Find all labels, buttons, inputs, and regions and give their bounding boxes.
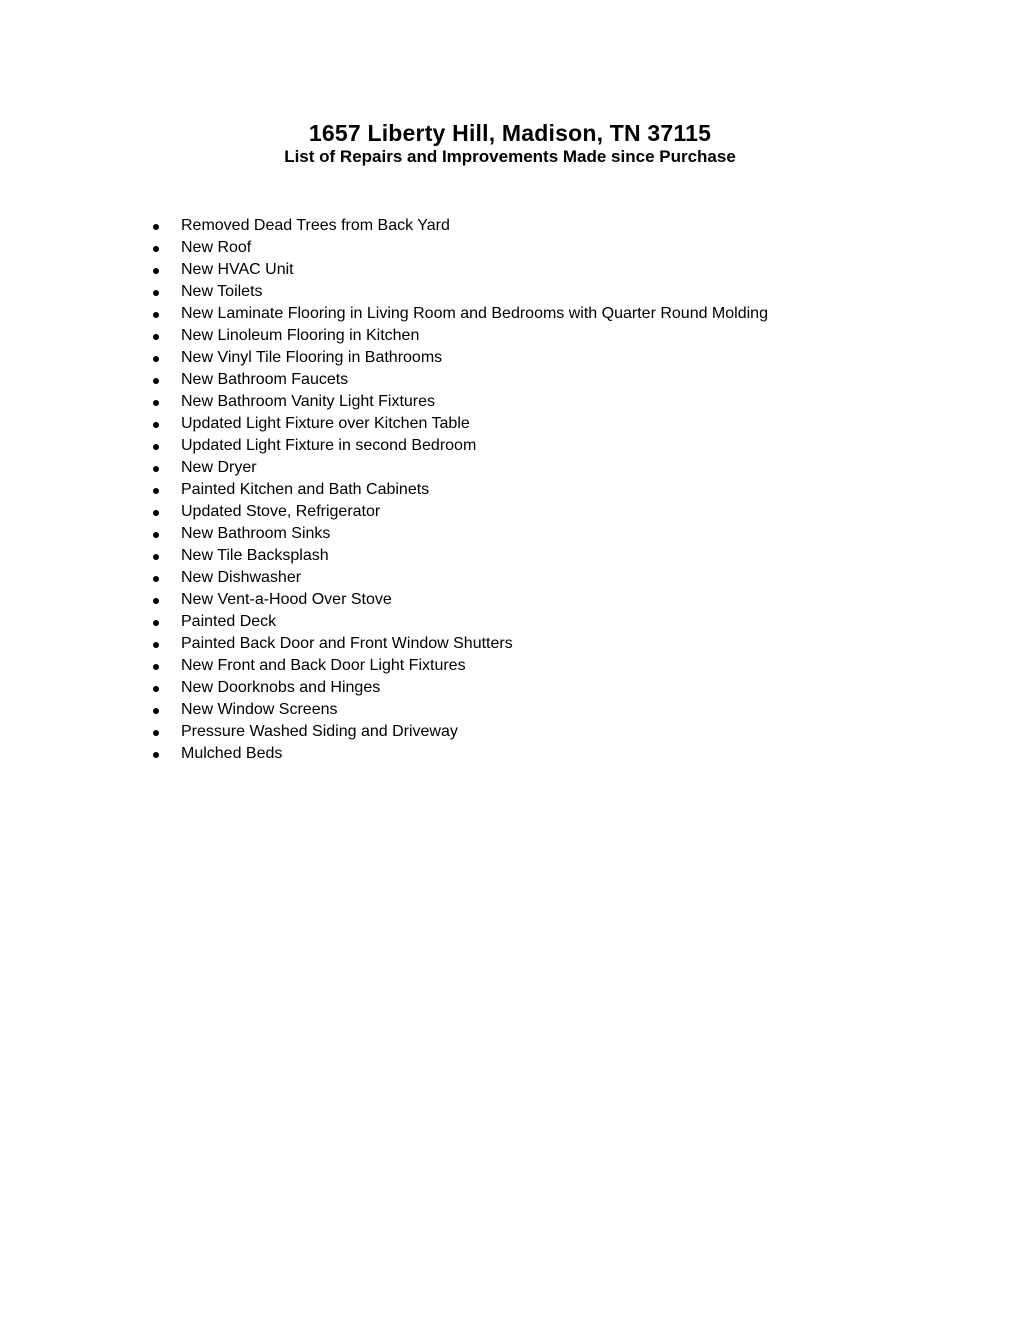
bullet-icon [153, 224, 159, 230]
list-item-label: Painted Kitchen and Bath Cabinets [181, 481, 430, 498]
list-item [153, 413, 980, 435]
bullet-icon [153, 510, 159, 516]
list-item-label: New HVAC Unit [181, 261, 294, 278]
list-item-label: New Window Screens [181, 701, 338, 718]
bullet-icon [153, 708, 159, 714]
list-item [153, 215, 980, 237]
list-item-label: New Bathroom Faucets [181, 371, 349, 388]
bullet-icon [153, 730, 159, 736]
list-item-label: Updated Stove, Refrigerator [181, 503, 381, 520]
list-item [153, 391, 980, 413]
list-item [153, 347, 980, 369]
list-item [153, 501, 980, 523]
list-item-label: New Toilets [181, 283, 263, 300]
bullet-icon [153, 378, 159, 384]
page-title: 1657 Liberty Hill, Madison, TN 37115 [308, 120, 712, 146]
list-item-label: Pressure Washed Siding and Driveway [181, 723, 458, 740]
list-item-label: New Bathroom Vanity Light Fixtures [181, 393, 436, 410]
list-item [153, 479, 980, 501]
document-header [0, 0, 1020, 167]
list-item-label: New Bathroom Sinks [181, 525, 331, 542]
list-item [153, 545, 980, 567]
list-item-label: New Linoleum Flooring in Kitchen [181, 327, 420, 344]
page-subtitle: List of Repairs and Improvements Made since Purchase [284, 147, 736, 166]
list-item-label: New Doorknobs and Hinges [181, 679, 381, 696]
list-item [153, 523, 980, 545]
list-item [153, 699, 980, 721]
list-item [153, 567, 980, 589]
bullet-icon [153, 312, 159, 318]
list-item [153, 655, 980, 677]
bullet-icon [153, 620, 159, 626]
bullet-icon [153, 290, 159, 296]
bullet-icon [153, 532, 159, 538]
list-item-label: New Roof [181, 239, 252, 256]
list-item-label: Removed Dead Trees from Back Yard [181, 217, 450, 234]
list-item-label: New Tile Backsplash [181, 547, 329, 564]
list-item [153, 325, 980, 347]
list-item [153, 259, 980, 281]
bullet-icon [153, 268, 159, 274]
bullet-icon [153, 488, 159, 494]
list-item-label: Painted Back Door and Front Window Shutters [181, 635, 513, 652]
list-item-label: New Dryer [181, 459, 257, 476]
list-item [153, 589, 980, 611]
list-item-label: New Front and Back Door Light Fixtures [181, 657, 466, 674]
list-item [153, 633, 980, 655]
list-item [153, 281, 980, 303]
list-item [153, 435, 980, 457]
bullet-icon [153, 664, 159, 670]
bullet-icon [153, 356, 159, 362]
bullet-icon [153, 466, 159, 472]
bullet-icon [153, 642, 159, 648]
bullet-icon [153, 400, 159, 406]
bullet-icon [153, 752, 159, 758]
bullet-icon [153, 576, 159, 582]
list-item-label: Updated Light Fixture in second Bedroom [181, 437, 477, 454]
list-item [153, 743, 980, 765]
list-item-label: Painted Deck [181, 613, 277, 630]
list-item-label: New Vinyl Tile Flooring in Bathrooms [181, 349, 443, 366]
list-item-label: New Laminate Flooring in Living Room and Bedrooms with Quarter Round Molding [181, 305, 768, 322]
list-item [153, 369, 980, 391]
list-item [153, 611, 980, 633]
list-item [153, 303, 980, 325]
bullet-icon [153, 598, 159, 604]
list-item-label: Mulched Beds [181, 745, 283, 762]
list-item-label: Updated Light Fixture over Kitchen Table [181, 415, 470, 432]
bullet-icon [153, 246, 159, 252]
bullet-icon [153, 422, 159, 428]
list-item-label: New Dishwasher [181, 569, 302, 586]
list-item-label: New Vent-a-Hood Over Stove [181, 591, 392, 608]
bullet-icon [153, 554, 159, 560]
list-item [153, 721, 980, 743]
list-item [153, 237, 980, 259]
bullet-icon [153, 686, 159, 692]
list-item [153, 677, 980, 699]
repairs-list [0, 215, 1020, 765]
bullet-icon [153, 334, 159, 340]
list-item [153, 457, 980, 479]
bullet-icon [153, 444, 159, 450]
